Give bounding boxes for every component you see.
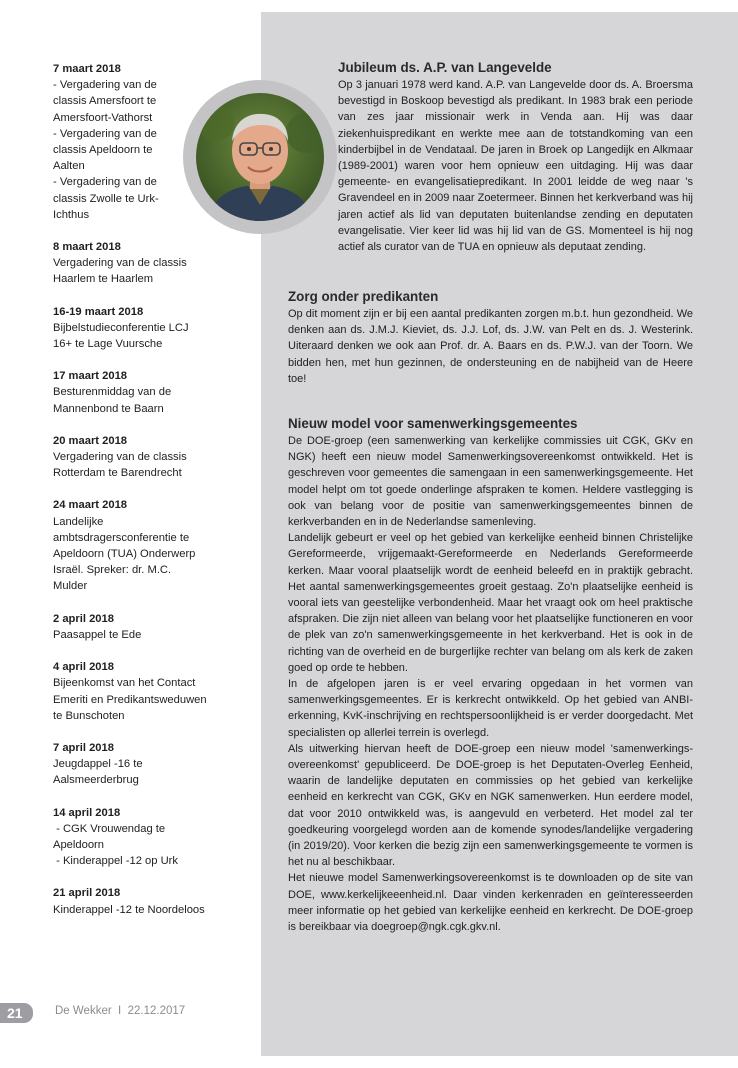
event-line: Rotterdam te Barendrecht (53, 467, 182, 480)
event-date: 24 maart 2018 (53, 499, 128, 512)
calendar-event (53, 304, 243, 353)
event-line: classis Apeldoorn te (53, 144, 153, 157)
event-line: Bijbelstudieconferentie LCJ (53, 321, 189, 334)
page-number: 21 (0, 1003, 33, 1023)
event-line: - Vergadering van de (53, 176, 157, 189)
calendar-event (53, 433, 243, 482)
calendar-event (53, 805, 243, 870)
event-line: Besturenmiddag van de (53, 386, 172, 399)
article-paragraph: Het nieuwe model Samenwerkingsovereenkomst is te downloaden op de site van DOE, www.kerkelijkeeenheid.nl. Daar vinden kerkenraden en geïnteresseerden meer informatie op het gebied van kerkelijke eenheid en kerkrecht. De DOE-groep is bereikbaar via doegroep@ngk.cgk.gkv.nl. (288, 872, 693, 934)
event-line: Mannenbond te Baarn (53, 402, 164, 415)
portrait-illustration (196, 93, 324, 221)
event-date: 4 april 2018 (53, 661, 114, 674)
event-line: ambtsdragersconferentie te (53, 531, 190, 544)
event-line: - Kinderappel -12 op Urk (53, 855, 178, 868)
event-line: - Vergadering van de (53, 79, 157, 92)
event-line: Apeldoorn (TUA) Onderwerp (53, 548, 196, 561)
article-body: Op 3 januari 1978 werd kand. A.P. van Langevelde door ds. A. Broersma bevestigd in Boskoop bevestigd als predikant. In 1983 brak een periode van zes jaar missionair werk in Venda aan. Hij was daar ziekenhuispredikant en werkte mee aan de totstandkoming van een kinderbijbel in de Vendataal. De jaren in Broek op Langedijk en Alkmaar (1989-2001) waren voor hem opnieuw een uitdaging. Hij was daar gemeente- en evangelisatiepredikant. In 2001 leidde de weg naar 's Gravendeel en in 2009 naar Zoetermeer. Binnen het kerkverband was hij jaren actief als lid van deputaten buitenlandse zending en deputaten evangelisatie. Vier keer lid was hij lid van de GS. Momenteel is hij nog actief als curator van de TUA en opnieuw als deputaat zending. (338, 79, 693, 254)
calendar-event (53, 885, 243, 917)
event-date: 21 april 2018 (53, 887, 121, 900)
event-line: Landelijke (53, 515, 104, 528)
event-line: classis Amersfoort te (53, 95, 157, 108)
calendar-event (53, 239, 243, 288)
event-line: Jeugdappel -16 te (53, 758, 143, 771)
article-samenwerking (288, 415, 693, 935)
event-line: Aalten (53, 160, 85, 173)
event-line: Haarlem te Haarlem (53, 273, 154, 286)
article-paragraph: Als uitwerking hiervan heeft de DOE-groep een nieuw model 'samenwerkings-overeenkomst' gepubliceerd. De DOE-groep is het Deputaten-Overleg Eenheid, waarin de landelijke deputaten en commissies op het gebied van kerkelijke eenheid en kerkrecht van CGK, GKv en NGK samenwerken. Hun eerdere model, dat voor 2010 ontwikkeld was, is aangevuld en verbeterd. Het model zal ter goedkeuring voorgelegd worden aan de komende synodes/landelijke vergadering (in 2019/20). Voor kerken die bezig zijn een samenwerkingsgemeente te vormen is het nu al beschikbaar. (288, 742, 693, 869)
event-line: Vergadering van de classis (53, 257, 187, 270)
calendar-event (53, 611, 243, 643)
article-title: Zorg onder predikanten (288, 289, 439, 304)
event-line: - Vergadering van de (53, 127, 157, 140)
article-body: Op dit moment zijn er bij een aantal predikanten zorgen m.b.t. hun gezondheid. We denken aan ds. J.M.J. Kieviet, ds. J.J. Lof, ds. J.W. van Pelt en ds. J. Westerink. Uiteraard denken we ook aan Prof. dr. A. Baars en ds. P.W.J. van der Toorn. We bidden hen, met hun gezinnen, de ondersteuning en de nabijheid van de Heere toe! (288, 308, 693, 385)
event-date: 7 maart 2018 (53, 63, 121, 75)
event-date: 17 maart 2018 (53, 370, 128, 383)
event-line: Bijeenkomst van het Contact (53, 677, 196, 690)
event-date: 2 april 2018 (53, 612, 114, 625)
event-line: - CGK Vrouwendag te (53, 822, 166, 835)
calendar-event (53, 497, 243, 594)
event-line: Ichthus (53, 208, 90, 221)
article-title: Nieuw model voor samenwerkingsgemeentes (288, 416, 578, 431)
event-line: Apeldoorn (53, 838, 105, 851)
event-date: 7 april 2018 (53, 741, 114, 754)
calendar-event (53, 659, 243, 724)
event-line: classis Zwolle te Urk- (53, 192, 159, 205)
event-line: Kinderappel -12 te Noordeloos (53, 903, 205, 916)
publication-info: De Wekker I 22.12.2017 (55, 1005, 186, 1017)
event-line: Vergadering van de classis (53, 451, 187, 464)
article-paragraph: In de afgelopen jaren is er veel ervaring opgedaan in het vormen van samenwerkingsgemeentes. Er is kerkrecht ontwikkeld. Op het gebied van ANBI-erkenning, KvK-inschrijving en rechtspersoonlijkheid is er verder doorgedacht. Met specialisten op allerlei terrein is overlegd. (288, 678, 693, 739)
article-paragraph: Landelijk gebeurt er veel op het gebied van kerkelijke eenheid binnen Christelijke Gereformeerde, vrijgemaakt-Gereformeerde en Nederlands Gereformeerde kerken. Maar vooral plaatselijk wordt de eenheid beleefd en in praktijk gebracht. Het aantal samenwerkingsgemeentes groeit gestaag. Zo'n plaatselijke eenheid is vooral iets van geestelijke verbondenheid. Maar het vraagt ook om heel praktische afspraken. Die zijn niet alleen van belang voor het plaatselijke functioneren en voor de plek van zo'n samenwerkingsgemeente in het kerkverband. Het is ook in de richting van de overheid en de burgerlijke rechter van belang om als kerk de zaken goed op orde te hebben. (288, 532, 693, 674)
event-line: Aalsmeerderbrug (53, 774, 139, 787)
event-date: 14 april 2018 (53, 806, 121, 819)
event-date: 16-19 maart 2018 (53, 305, 144, 318)
article-jubileum (338, 59, 693, 255)
event-line: Amersfoort-Vathorst (53, 111, 153, 124)
calendar-event (53, 368, 243, 417)
page-footer (0, 1002, 260, 1024)
event-line: Emeriti en Predikantsweduwen (53, 693, 207, 706)
portrait-photo (196, 93, 324, 221)
article-title: Jubileum ds. A.P. van Langevelde (338, 60, 552, 75)
article-paragraph: De DOE-groep (een samenwerking van kerkelijke commissies uit CGK, GKv en NGK) heeft een nieuw model Samenwerkingsovereenkomst ontwikkeld. Het is geschreven voor gemeentes die samengaan in een samenwerkingsgemeente. Het model helpt om tot goede onderlinge afspraken te komen. Heldere vastlegging is ook van belang voor de positie van samenwerkingsgemeentes binnen de kerkverbanden en in de Nederlandse samenleving. (288, 435, 693, 529)
event-date: 8 maart 2018 (53, 241, 121, 254)
calendar-event (53, 740, 243, 789)
article-zorg (288, 288, 693, 387)
event-line: Paasappel te Ede (53, 628, 142, 641)
event-line: te Bunschoten (53, 709, 125, 722)
event-line: Mulder (53, 580, 88, 593)
event-date: 20 maart 2018 (53, 434, 128, 447)
event-line: Israël. Spreker: dr. M.C. (53, 564, 172, 577)
event-line: 16+ te Lage Vuursche (53, 338, 163, 351)
